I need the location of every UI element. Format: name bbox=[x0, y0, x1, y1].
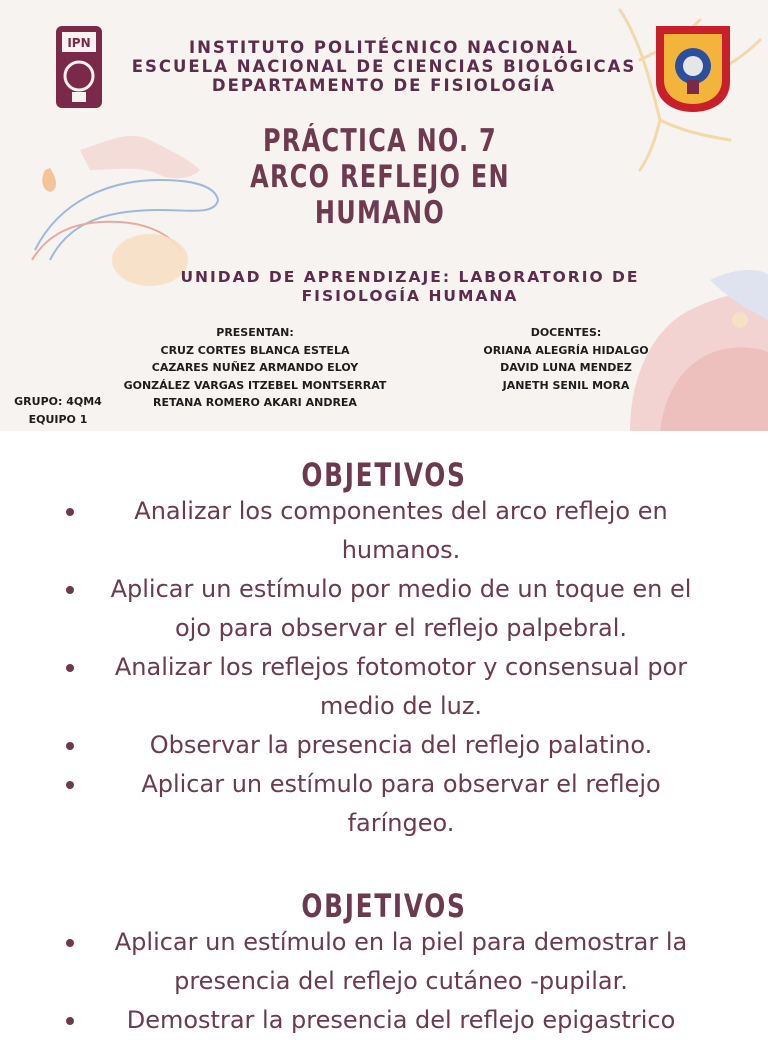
unidad-line1: UNIDAD DE APRENDIZAJE: LABORATORIO DE bbox=[180, 268, 640, 286]
list-item: Observar la presencia del reflejo palatino. bbox=[60, 726, 708, 765]
grupo-block bbox=[6, 393, 110, 428]
list-item: Demostrar la presencia del reflejo epigastrico bbox=[60, 1001, 708, 1040]
docentes-block bbox=[460, 324, 672, 394]
school-name: ESCUELA NACIONAL DE CIENCIAS BIOLÓGICAS bbox=[131, 57, 637, 76]
bullet-icon bbox=[66, 508, 74, 516]
presentan-label: PRESENTAN: bbox=[216, 326, 294, 339]
ipn-logo-icon bbox=[52, 24, 106, 110]
list-item: Aplicar un estímulo para observar el reflejo faríngeo. bbox=[60, 765, 708, 843]
objetivos-heading: OBJETIVOS bbox=[301, 456, 467, 494]
presentan-block bbox=[110, 324, 400, 412]
practice-title-line2: ARCO REFLEJO EN bbox=[250, 159, 510, 195]
bullet-icon bbox=[66, 586, 74, 594]
bullet-icon bbox=[66, 781, 74, 789]
practice-title-line3: HUMANO bbox=[314, 195, 446, 231]
list-item: Aplicar un estímulo en la piel para demostrar la presencia del reflejo cutáneo -pupilar. bbox=[60, 923, 708, 1001]
bullet-icon bbox=[66, 939, 74, 947]
department-name: DEPARTAMENTO DE FISIOLOGÍA bbox=[211, 76, 557, 95]
list-item: Aplicar un estímulo por medio de un toque en el ojo para observar el reflejo palpebral. bbox=[60, 570, 708, 648]
ipn-logo-text: IPN bbox=[67, 36, 91, 50]
cover-slide bbox=[0, 0, 768, 431]
objetivos-section-1 bbox=[60, 454, 708, 843]
objetivos-section-2 bbox=[60, 885, 708, 1040]
bullet-icon bbox=[66, 742, 74, 750]
objetivos-list bbox=[60, 492, 708, 843]
objetivos-list bbox=[60, 923, 708, 1040]
team-label: EQUIPO 1 bbox=[28, 412, 88, 426]
list-item: Analizar los componentes del arco reflejo en humanos. bbox=[60, 492, 708, 570]
teacher-name: DAVID LUNA MENDEZ bbox=[500, 361, 632, 374]
student-name: GONZÁLEZ VARGAS ITZEBEL MONTSERRAT bbox=[123, 378, 387, 392]
objetivos-heading: OBJETIVOS bbox=[301, 887, 467, 925]
institute-name: INSTITUTO POLITÉCNICO NACIONAL bbox=[188, 38, 580, 57]
teacher-name: JANETH SENIL MORA bbox=[502, 378, 630, 392]
student-name: CAZARES NUÑEZ ARMANDO ELOY bbox=[151, 361, 359, 374]
encb-logo-icon bbox=[652, 22, 734, 114]
teacher-name: ORIANA ALEGRÍA HIDALGO bbox=[483, 343, 649, 357]
bullet-icon bbox=[66, 664, 74, 672]
unidad-line2: FISIOLOGÍA HUMANA bbox=[301, 287, 519, 305]
list-item: Analizar los reflejos fotomotor y consensual por medio de luz. bbox=[60, 648, 708, 726]
practice-title-line1: PRÁCTICA NO. 7 bbox=[262, 123, 498, 159]
group-label: GRUPO: 4QM4 bbox=[14, 395, 102, 408]
docentes-label: DOCENTES: bbox=[530, 326, 602, 339]
student-name: RETANA ROMERO AKARI ANDREA bbox=[153, 396, 357, 409]
student-name: CRUZ CORTES BLANCA ESTELA bbox=[160, 343, 350, 357]
